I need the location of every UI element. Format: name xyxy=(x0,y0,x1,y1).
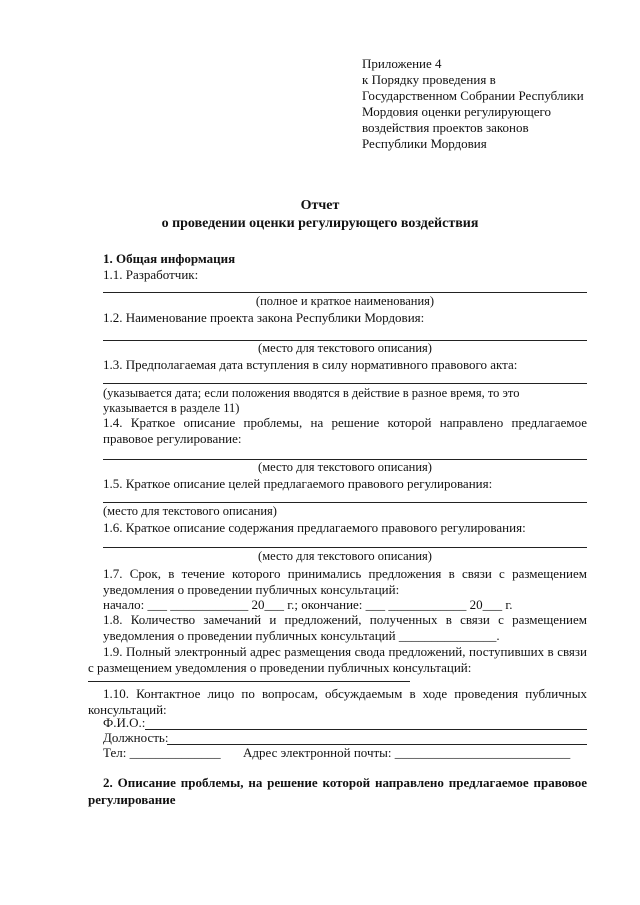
appendix-line: воздействия проектов законов xyxy=(362,120,529,135)
item-remarks-count: 1.8. Количество замечаний и предложений, полученных в связи с размещением уведомления о проведении публичных консультаций _______________. xyxy=(103,612,587,643)
caption: (указывается дата; если положения вводятся в действие в разное время, то это xyxy=(103,386,520,400)
deadline-dates: начало: ___ ____________ 20___ г.; окончание: ___ ____________ 20___ г. xyxy=(103,597,513,612)
caption: (место для текстового описания) xyxy=(258,460,432,474)
item-problem: 1.4. Краткое описание проблемы, на решение которой направлено предлагаемое правовое регулирование: xyxy=(103,415,587,446)
section-heading: 2. Описание проблемы, на решение которой направлено предлагаемое правовое регулирование xyxy=(88,775,587,807)
appendix-line: Государственном Собрании Республики xyxy=(362,88,584,103)
caption: (место для текстового описания) xyxy=(258,549,432,563)
section-heading: 1. Общая информация xyxy=(103,251,236,266)
item-contact-person: 1.10. Контактное лицо по вопросам, обсуждаемым в ходе проведения публичных консультаций: xyxy=(88,686,587,717)
caption: (место для текстового описания) xyxy=(258,341,432,355)
fill-line xyxy=(103,547,587,548)
fill-line xyxy=(88,681,410,682)
item-goals: 1.5. Краткое описание целей предлагаемого правового регулирования: xyxy=(103,476,493,491)
caption: (полное и краткое наименования) xyxy=(255,294,435,308)
fio-label: Ф.И.О.: xyxy=(103,715,146,730)
item-draft-name: 1.2. Наименование проекта закона Республики Мордовия: xyxy=(103,310,425,325)
appendix-line: Мордовия оценки регулирующего xyxy=(362,104,552,119)
fill-line xyxy=(103,383,587,384)
phone-field: Тел: ______________ xyxy=(103,745,221,760)
item-developer: 1.1. Разработчик: xyxy=(103,267,199,282)
appendix-line: к Порядку проведения в xyxy=(362,72,496,87)
item-summary-address: 1.9. Полный электронный адрес размещения свода предложений, поступивших в связи с размещением уведомления о проведении публичных консультаций: xyxy=(88,644,587,675)
caption: указывается в разделе 11) xyxy=(103,401,240,415)
appendix-line: Приложение 4 xyxy=(362,56,442,71)
fill-line xyxy=(103,292,587,293)
item-content: 1.6. Краткое описание содержания предлагаемого правового регулирования: xyxy=(103,520,526,535)
item-deadline: 1.7. Срок, в течение которого принимались предложения в связи с размещением уведомления о проведении публичных консультаций: xyxy=(103,566,587,597)
fio-field-line xyxy=(145,729,587,730)
fill-line xyxy=(103,502,587,503)
document-subtitle: о проведении оценки регулирующего воздействия xyxy=(161,216,479,231)
position-label: Должность: xyxy=(103,730,169,745)
email-field: Адрес электронной почты: ___________________________ xyxy=(243,745,571,760)
document-title: Отчет xyxy=(300,198,340,213)
item-effective-date: 1.3. Предполагаемая дата вступления в силу нормативного правового акта: xyxy=(103,357,518,372)
appendix-line: Республики Мордовия xyxy=(362,136,487,151)
caption: (место для текстового описания) xyxy=(103,504,277,518)
